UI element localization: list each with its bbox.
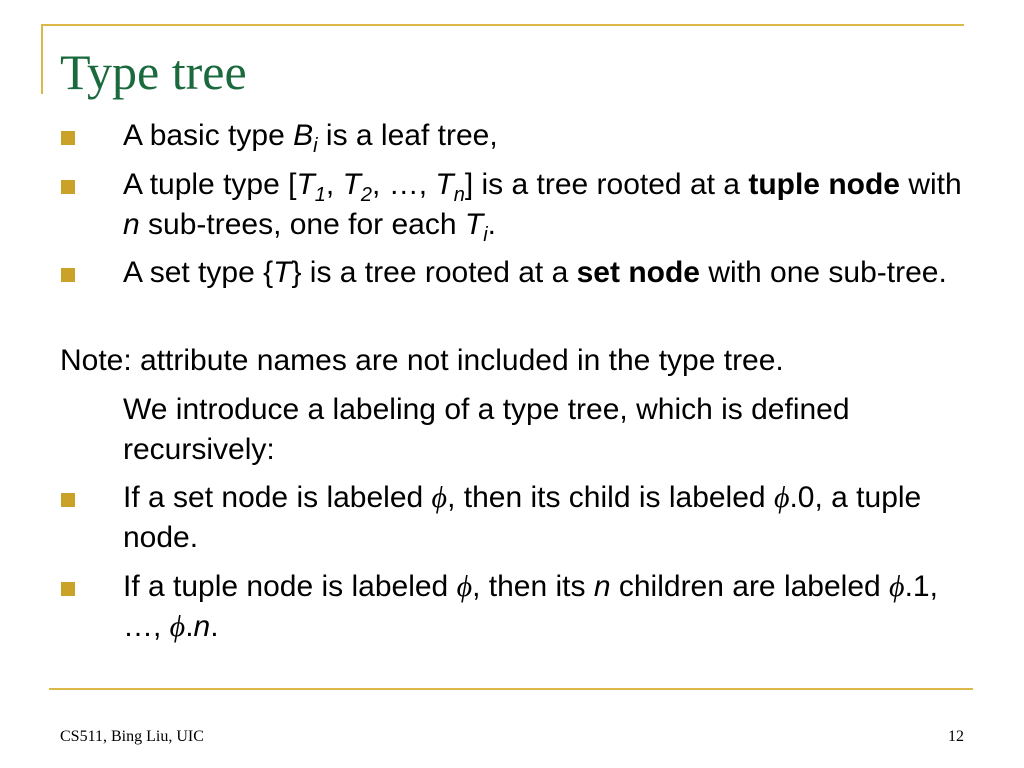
term-tuple-node: tuple node [748,168,900,201]
footer-course-credit: CS511, Bing Liu, UIC [60,728,204,745]
phi-symbol: ϕ [169,610,186,643]
math-symbol: n [593,570,611,603]
text-run: , then its child is labeled [447,481,774,514]
note-line: Note: attribute names are not included in the type tree. [60,344,784,377]
text-run: .0, a tuple node. [123,481,922,554]
text-run: , [325,168,343,201]
slide-frame-top-line [41,24,964,26]
slide-frame-left-line [41,24,43,94]
bullet-item-tuple-type [123,165,963,245]
text-run: sub-trees, one for each [139,208,465,241]
math-subscript: n [453,184,465,206]
bullet-marker [61,493,75,507]
phi-symbol: ϕ [431,481,448,514]
text-run: A basic type [123,119,294,152]
text-run: .1, …, [123,570,938,643]
bullet-item-set-node-label [123,478,963,558]
footer-divider [49,688,973,690]
text-run: . [487,208,496,241]
text-run: is a leaf tree, [317,119,498,152]
math-symbol: B [293,119,314,152]
bullet-marker [61,131,75,145]
text-run: . [185,610,194,643]
bullet-marker [61,268,75,282]
bullet-marker [61,582,75,596]
math-symbol: T [296,168,315,201]
labeling-intro-paragraph: We introduce a labeling of a type tree, which is defined recursively: [123,393,850,466]
math-symbol: T [273,256,292,289]
phi-symbol: ϕ [456,570,473,603]
text-run: } is a tree rooted at a [291,256,577,289]
text-run: with [899,168,962,201]
math-subscript: i [313,135,318,157]
bullet-item-tuple-node-label [123,567,963,647]
math-symbol: n [193,610,211,643]
page-number: 12 [948,728,964,745]
math-subscript: 2 [360,184,373,206]
math-subscript: 1 [314,184,326,206]
text-run: , then its [472,570,594,603]
math-symbol: T [435,168,454,201]
text-run: If a tuple node is labeled [123,570,457,603]
term-set-node: set node [576,256,700,289]
math-symbol: T [342,168,361,201]
text-run: If a set node is labeled [123,481,432,514]
bullet-item-basic-type [123,116,963,156]
math-subscript: i [483,224,488,246]
bullet-item-set-type [123,253,963,293]
math-symbol: T [464,208,484,241]
text-run: ] is a tree rooted at a [464,168,749,201]
bullet-marker [61,180,75,194]
phi-symbol: ϕ [773,481,790,514]
text-run: with one sub-tree. [699,256,947,289]
math-symbol: n [123,208,140,241]
text-run: A set type { [123,256,274,289]
phi-symbol: ϕ [889,570,905,603]
slide-title: Type tree [60,44,247,100]
text-run: children are labeled [610,570,890,603]
text-run: . [210,610,219,643]
text-run: A tuple type [ [123,168,297,201]
text-run: , …, [372,168,436,201]
